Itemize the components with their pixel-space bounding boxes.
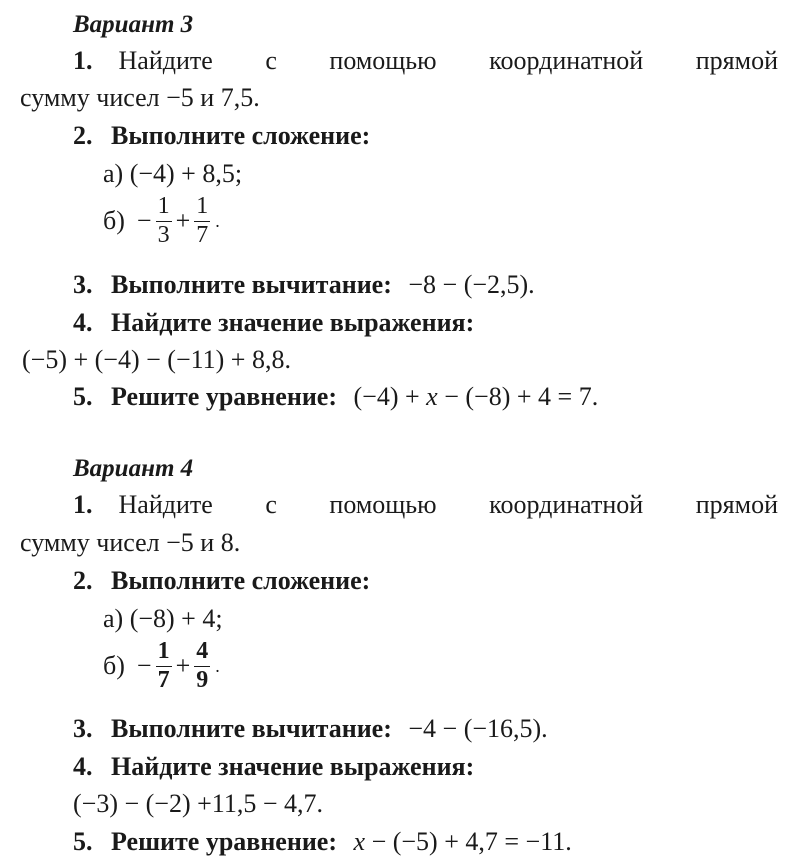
v4-task2-title: Выполните сложение: [111,566,371,595]
v3-task3 [73,272,535,298]
v4-task4-expr: (−3) − (−2) +11,5 − 4,7. [73,789,323,818]
v3-task3-title: Выполните вычитание: [111,270,392,299]
v4-task2-b-frac2-denominator: 9 [196,667,209,694]
v3-task1-line1 [73,48,778,74]
v3-task2-title: Выполните сложение: [111,121,371,150]
v3-task5-expr-a: (−4) + [353,382,427,411]
v4-task2-b-label: б) [103,651,125,681]
v4-task4-header [73,754,484,780]
v3-task1 [73,48,778,74]
v3-task4-expr: (−5) + (−4) − (−11) + 8,8. [22,345,291,374]
v4-task2-b-frac2-numerator: 4 [196,638,209,664]
v4-task5-var: x [353,827,366,856]
v3-task2-b-frac2-numerator: 1 [196,193,209,219]
v4-task2-b-frac1-numerator: 1 [157,638,170,664]
v3-task3-num: 3. [73,270,93,299]
v4-task1-num: 1. [73,490,93,519]
v4-task5 [73,829,572,855]
variant3-heading: Вариант 3 [73,11,194,38]
v4-task3-num: 3. [73,714,93,743]
v4-task2-b-op: + [175,651,191,681]
v3-task2-b-frac2 [194,193,210,250]
v3-task2-b [103,193,220,250]
v4-task3 [73,716,548,742]
v3-task5-title: Решите уравнение: [111,382,338,411]
v3-task5 [73,384,598,410]
v3-task2-b-label: б) [103,206,125,236]
v4-task2-header [73,568,380,594]
v4-task2-b-sign: − [136,651,152,681]
v4-task2-b-end: . [215,656,220,677]
v4-task2-b-frac1 [156,638,172,695]
v4-task5-expr-b: − (−5) + 4,7 = −11. [365,827,572,856]
v3-task2-a: а) (−4) + 8,5; [103,159,243,188]
v3-task5-var: x [426,382,438,411]
v3-task1-line2: сумму чисел −5 и 7,5. [20,83,260,112]
v4-task5-num: 5. [73,827,93,856]
v3-task4-title: Найдите значение выражения: [111,308,475,337]
v4-task1-line1 [73,492,778,518]
v4-task1 [73,492,778,518]
v3-task2-b-frac1 [156,193,172,250]
v3-task2-b-end: . [215,211,220,232]
v3-task4-num: 4. [73,308,93,337]
v3-task2-num: 2. [73,121,93,150]
v3-task5-expr-b: − (−8) + 4 = 7. [437,382,599,411]
v4-task2-b-frac2 [194,638,210,695]
v3-task2-header [73,123,380,149]
v3-task1-text [119,48,779,74]
v4-task4-num: 4. [73,752,93,781]
variant4-heading: Вариант 4 [73,455,194,482]
v4-task2-b [103,638,220,695]
v3-task4-header [73,310,484,336]
v4-task5-title: Решите уравнение: [111,827,338,856]
v3-task2-b-frac1-numerator: 1 [157,193,170,219]
v4-task3-title: Выполните вычитание: [111,714,392,743]
v3-task2-b-op: + [175,206,191,236]
v3-task5-num: 5. [73,382,93,411]
v3-task2-b-frac1-denominator: 3 [157,222,170,249]
v4-task1-line2: сумму чисел −5 и 8. [20,528,241,557]
v3-task2-b-frac2-denominator: 7 [196,222,209,249]
v4-task2-b-frac1-denominator: 7 [157,667,170,694]
v4-task4-title: Найдите значение выражения: [111,752,475,781]
v3-task2-b-sign: − [136,206,152,236]
v4-task1-line1-text: Найдите с помощью координатной прямой [118,490,778,519]
v4-task1-text [119,492,779,518]
v3-task3-expr: −8 − (−2,5). [408,270,535,299]
v4-task2-num: 2. [73,566,93,595]
v3-task1-num: 1. [73,46,93,75]
v4-task2-a: а) (−8) + 4; [103,604,223,633]
v3-task1-line1-text: Найдите с помощью координатной прямой [118,46,778,75]
v4-task3-expr: −4 − (−16,5). [408,714,548,743]
